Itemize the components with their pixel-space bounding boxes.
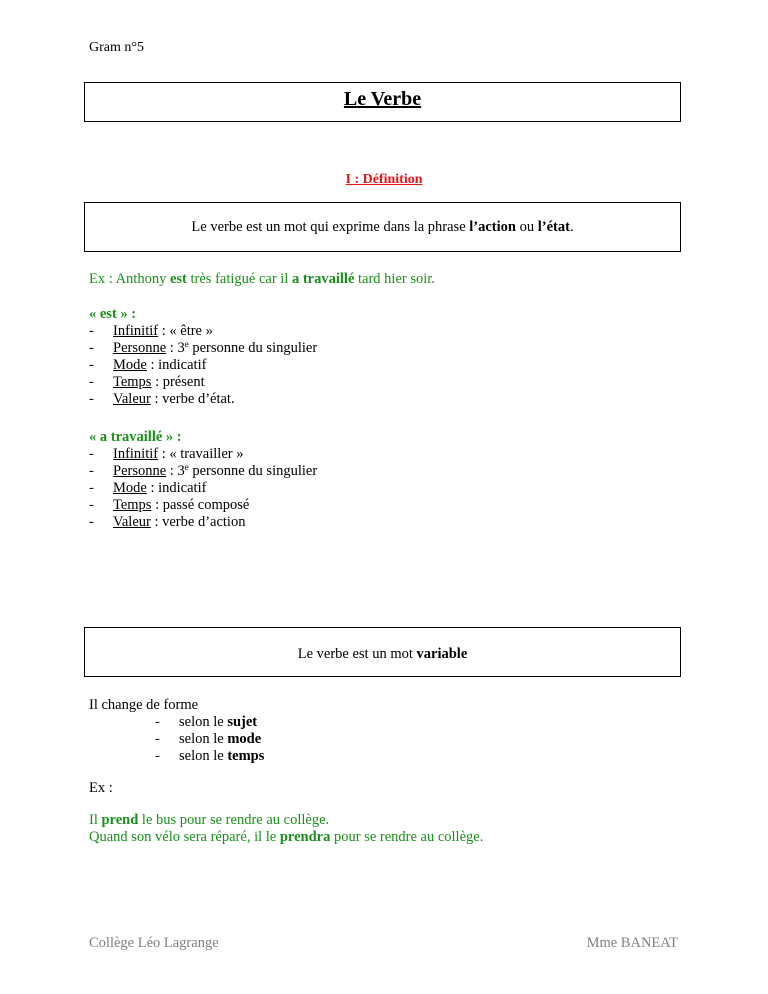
block-travaille-title bbox=[89, 429, 182, 446]
dash: - bbox=[155, 714, 160, 730]
item-value: : passé composé bbox=[151, 497, 250, 513]
dash: - bbox=[155, 748, 160, 764]
item-value: : indicatif bbox=[146, 480, 207, 496]
dash: - bbox=[89, 340, 94, 356]
example1-post: tard hier soir. bbox=[354, 271, 435, 287]
change-intro: Il change de forme bbox=[89, 697, 199, 713]
variable-text bbox=[85, 646, 680, 663]
item-key: Infinitif bbox=[113, 323, 159, 339]
change-item bbox=[155, 748, 264, 765]
block-travaille-item bbox=[89, 497, 249, 514]
definition-text bbox=[85, 219, 680, 236]
item-value: personne du singulier bbox=[188, 340, 318, 356]
item-key: Mode bbox=[113, 480, 147, 496]
change-item bbox=[155, 731, 261, 748]
block-est-item bbox=[89, 357, 206, 374]
dash: - bbox=[89, 446, 94, 462]
example1-verb-est: est bbox=[169, 271, 187, 287]
item-value: : « travailler » bbox=[158, 446, 244, 462]
block-est-item bbox=[89, 391, 235, 408]
item-key: Valeur bbox=[113, 391, 151, 407]
block-travaille-item bbox=[89, 480, 206, 497]
item-key: Temps bbox=[113, 374, 152, 390]
dash: - bbox=[89, 480, 94, 496]
dash: - bbox=[155, 731, 160, 747]
footer-teacher: Mme BANEAT bbox=[586, 935, 678, 951]
item-key: Infinitif bbox=[113, 446, 159, 462]
section-heading: I : Définition bbox=[345, 172, 423, 187]
definition-bold-state: l’état bbox=[537, 219, 570, 235]
example2-line1-pre: Il bbox=[89, 812, 102, 828]
example2-line2-pre: Quand son vélo sera réparé, il le bbox=[89, 829, 280, 845]
change-item-pre: selon le bbox=[179, 748, 228, 764]
variable-pre: Le verbe est un mot bbox=[297, 646, 417, 662]
dash: - bbox=[89, 514, 94, 530]
block-est-title-text: « est » : bbox=[89, 306, 137, 322]
change-item-pre: selon le bbox=[179, 731, 228, 747]
block-travaille-item bbox=[89, 446, 243, 463]
definition-bold-action: l’action bbox=[469, 219, 516, 235]
block-travaille-item bbox=[89, 514, 245, 531]
change-item-pre: selon le bbox=[179, 714, 228, 730]
item-key: Personne bbox=[113, 340, 167, 356]
footer-school: Collège Léo Lagrange bbox=[89, 935, 219, 951]
item-key: Valeur bbox=[113, 514, 151, 530]
variable-box bbox=[84, 627, 681, 677]
title-box bbox=[84, 82, 681, 122]
item-value: : verbe d’état. bbox=[150, 391, 235, 407]
item-value: personne du singulier bbox=[188, 463, 318, 479]
change-item-bold: mode bbox=[227, 731, 262, 747]
change-item-bold: temps bbox=[227, 748, 265, 764]
definition-post: . bbox=[569, 219, 574, 235]
dash: - bbox=[89, 374, 94, 390]
block-est-item bbox=[89, 374, 205, 391]
item-key: Mode bbox=[113, 357, 147, 373]
item-key: Personne bbox=[113, 463, 167, 479]
item-value: : indicatif bbox=[146, 357, 207, 373]
change-item bbox=[155, 714, 257, 731]
block-est-title bbox=[89, 306, 136, 323]
item-value: : 3 bbox=[166, 463, 185, 479]
item-value: : 3 bbox=[166, 340, 185, 356]
block-travaille-title-text: « a travaillé » : bbox=[89, 429, 182, 445]
definition-box bbox=[84, 202, 681, 252]
page-title: Le Verbe bbox=[343, 88, 422, 110]
block-est-item bbox=[89, 340, 317, 357]
item-value: : verbe d’action bbox=[150, 514, 246, 530]
dash: - bbox=[89, 497, 94, 513]
dash: - bbox=[89, 463, 94, 479]
item-key: Temps bbox=[113, 497, 152, 513]
example1-pre: Ex : Anthony bbox=[89, 271, 170, 287]
item-value: : « être » bbox=[158, 323, 213, 339]
example2-line1-post: le bus pour se rendre au collège. bbox=[138, 812, 330, 828]
example2-line2 bbox=[89, 829, 483, 846]
dash: - bbox=[89, 357, 94, 373]
definition-mid: ou bbox=[515, 219, 538, 235]
example2-line2-post: pour se rendre au collège. bbox=[330, 829, 484, 845]
example2-line1-verb: prend bbox=[101, 812, 139, 828]
example1-verb-travaille: a travaillé bbox=[291, 271, 355, 287]
example-sentence-1 bbox=[89, 271, 435, 288]
dash: - bbox=[89, 323, 94, 339]
example2-label: Ex : bbox=[89, 780, 113, 796]
variable-bold: variable bbox=[416, 646, 468, 662]
change-item-bold: sujet bbox=[227, 714, 258, 730]
block-est-item bbox=[89, 323, 213, 340]
item-value: : présent bbox=[151, 374, 205, 390]
example2-line1 bbox=[89, 812, 329, 829]
example2-line2-verb: prendra bbox=[279, 829, 331, 845]
block-travaille-item bbox=[89, 463, 317, 480]
superscript: e bbox=[184, 339, 189, 349]
example1-mid: très fatigué car il bbox=[186, 271, 292, 287]
document-header: Gram n°5 bbox=[89, 40, 144, 55]
superscript: e bbox=[184, 462, 189, 472]
dash: - bbox=[89, 391, 94, 407]
definition-pre: Le verbe est un mot qui exprime dans la phrase bbox=[191, 219, 470, 235]
